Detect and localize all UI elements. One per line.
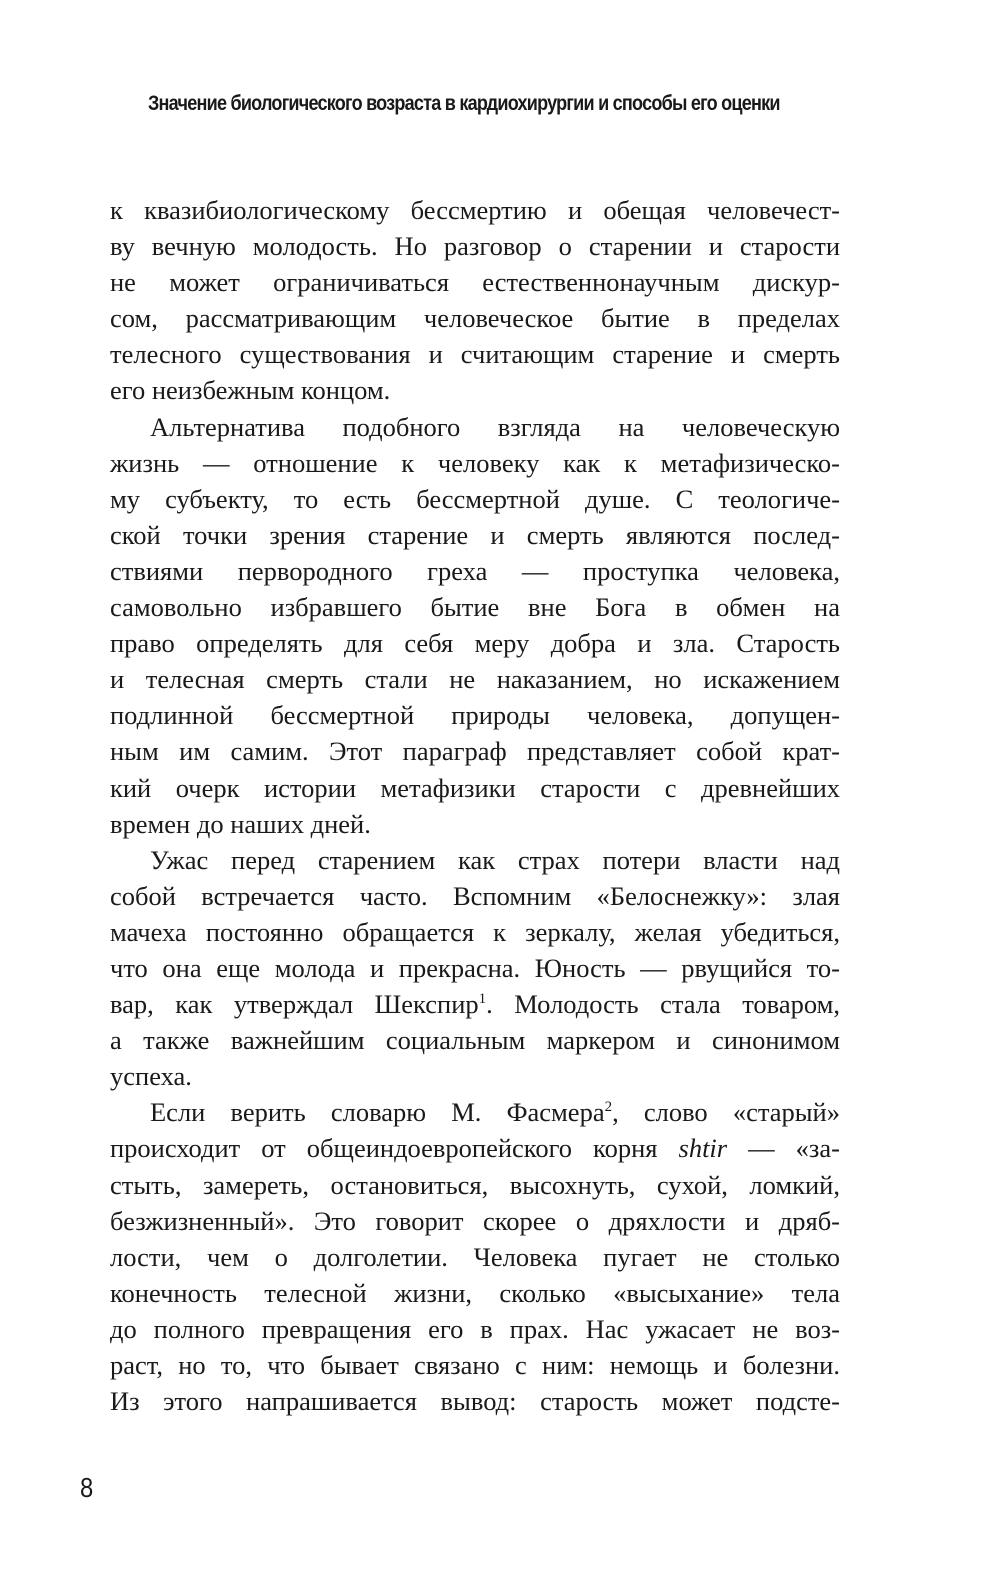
paragraph-2: [110, 409, 840, 842]
text-line: [110, 1094, 840, 1130]
text-line: [110, 1130, 840, 1166]
text-line: мачеха постоянно обращается к зеркалу, желая убедиться,: [110, 916, 840, 947]
text-line: телесного существования и считающим старение и смерть: [110, 339, 840, 370]
text-line: что она еще молода и прекрасна. Юность — рвущийся то-: [110, 952, 840, 983]
text-line: сом, рассматривающим человеческое бытие в пределах: [110, 303, 840, 334]
page-number: 8: [80, 1472, 94, 1503]
text-line: ствиями первородного греха — проступка человека,: [110, 555, 840, 586]
text-line: Альтернатива подобного взгляда на человеческую: [150, 411, 840, 442]
text-line: собой встречается часто. Вспомним «Белоснежку»: злая: [110, 880, 840, 911]
paragraph-1: [110, 192, 840, 409]
text-line: раст, но то, что бывает связано с ним: немощь и болезни.: [110, 1350, 840, 1380]
body-text: [110, 192, 840, 1419]
text-line: его неизбежным концом.: [110, 375, 391, 406]
text-line: а также важнейшим социальным маркером и синонимом: [110, 1025, 840, 1056]
text-segment: — «за-: [727, 1133, 840, 1164]
text-line: ской точки зрения старение и смерть являются послед-: [110, 519, 840, 550]
text-line: не может ограничиваться естественнонаучным дискур-: [110, 267, 840, 298]
text-line: безжизненный». Это говорит скорее о дряхлости и дряб-: [110, 1205, 840, 1236]
text-line: времен до наших дней.: [110, 808, 371, 839]
text-segment: . Молодость стала товаром,: [486, 989, 840, 1020]
running-header: Значение биологического возраста в кардиохирургии и способы его оценки: [148, 92, 780, 115]
paragraph-4: [110, 1094, 840, 1419]
text-line: жизнь — отношение к человеку как к метафизическо-: [110, 447, 840, 478]
text-line: Ужас перед старением как страх потери власти над: [150, 844, 840, 875]
text-line: самовольно избравшего бытие вне Бога в обмен на: [110, 592, 840, 623]
footnote-mark[interactable]: 1: [478, 991, 487, 1008]
text-segment: Если верить словарю М. Фасмера: [150, 1097, 605, 1128]
text-line: успеха.: [110, 1061, 192, 1092]
text-segment: вар, как утверждал Шекспир: [110, 989, 479, 1020]
text-line: конечность телесной жизни, сколько «высыхание» тела: [110, 1277, 840, 1308]
text-line: [110, 986, 840, 1022]
text-line: до полного превращения его в прах. Нас ужасает не воз-: [110, 1313, 840, 1344]
footnote-mark[interactable]: 2: [604, 1099, 613, 1116]
text-line: Из этого напрашивается вывод: старость может подсте-: [110, 1386, 840, 1417]
paragraph-3: [110, 842, 840, 1095]
italic-term: shtir: [678, 1133, 728, 1164]
text-line: к квазибиологическому бессмертию и обещая человечест-: [110, 195, 840, 225]
text-segment: происходит от общеиндоевропейского корня: [110, 1133, 679, 1164]
text-segment: , слово «старый»: [612, 1097, 840, 1128]
text-line: лости, чем о долголетии. Человека пугает не столько: [110, 1241, 840, 1272]
text-line: му субъекту, то есть бессмертной душе. С теологиче-: [110, 483, 840, 514]
text-line: право определять для себя меру добра и зла. Старость: [110, 628, 840, 659]
text-line: ву вечную молодость. Но разговор о старении и старости: [110, 231, 840, 262]
text-line: ным им самим. Этот параграф представляет собой крат-: [110, 736, 840, 767]
text-line: кий очерк истории метафизики старости с древнейших: [110, 772, 840, 803]
text-line: и телесная смерть стали не наказанием, но искажением: [110, 664, 840, 695]
text-line: стыть, замереть, остановиться, высохнуть, сухой, ломкий,: [110, 1169, 840, 1200]
text-line: подлинной бессмертной природы человека, допущен-: [110, 700, 840, 731]
